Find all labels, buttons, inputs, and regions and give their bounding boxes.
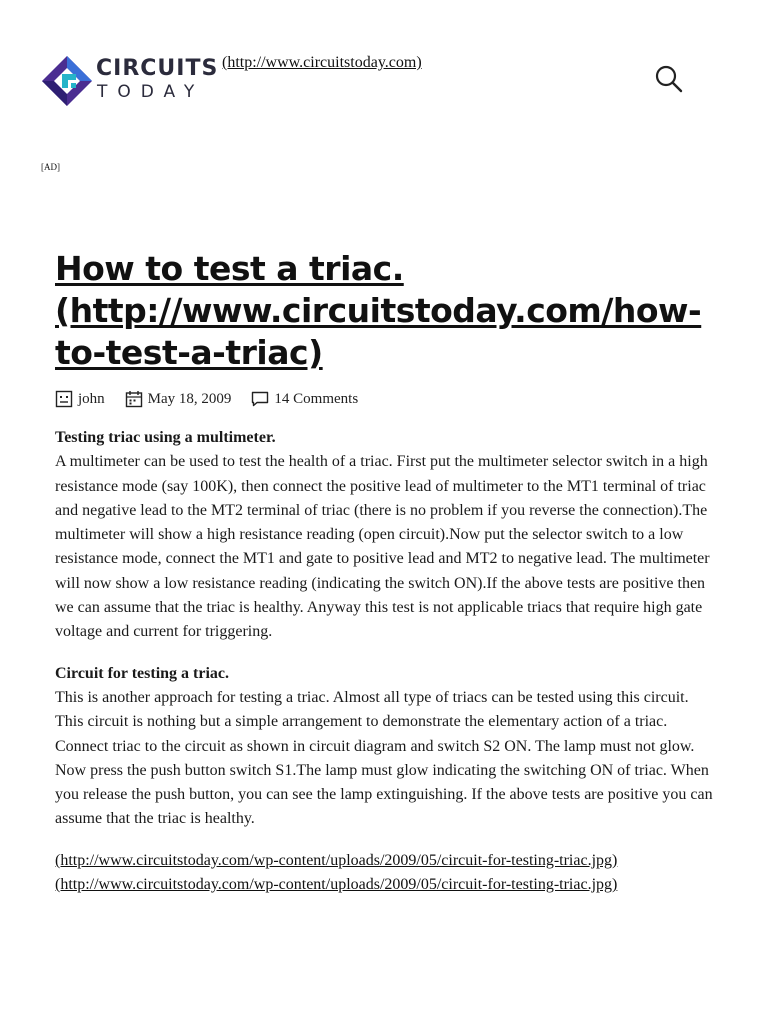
author-link[interactable]: john: [78, 390, 105, 407]
search-icon: [654, 64, 684, 94]
circuits-today-logo-icon: [40, 54, 94, 108]
site-header: [0, 0, 768, 130]
image-link[interactable]: (http://www.circuitstoday.com/wp-content/uploads/2009/05/circuit-for-testing-triac.jpg): [55, 851, 618, 869]
calendar-icon: [125, 390, 143, 408]
image-link[interactable]: (http://www.circuitstoday.com/wp-content/uploads/2009/05/circuit-for-testing-triac.jpg): [55, 876, 618, 894]
meta-author: [55, 390, 105, 408]
site-logo[interactable]: [40, 54, 219, 108]
home-link[interactable]: (http://www.circuitstoday.com): [222, 54, 422, 71]
author-icon: [55, 390, 73, 408]
comments-link[interactable]: 14 Comments: [274, 390, 359, 407]
ad-label: [AD]: [41, 162, 60, 172]
section-circuit: [55, 662, 715, 832]
image-links: [55, 849, 715, 898]
logo-text-circuits: CIRCUITS: [96, 56, 219, 81]
article-content: [55, 426, 715, 897]
meta-date: [125, 390, 232, 408]
article-meta: [55, 386, 715, 412]
section-heading: Circuit for testing a triac.: [55, 664, 230, 682]
comment-icon: [251, 390, 269, 408]
section-multimeter: [55, 426, 715, 645]
article-title-link[interactable]: How to test a triac. (http://www.circuitstoday.com/how-to-test-a-triac): [55, 249, 702, 372]
date-link[interactable]: May 18, 2009: [147, 390, 232, 407]
section-heading: Testing triac using a multimeter.: [55, 429, 276, 446]
logo-text-today: TODAY: [97, 82, 205, 102]
meta-comments: [251, 390, 358, 408]
article: [55, 248, 715, 897]
article-title: [55, 248, 715, 374]
search-button[interactable]: [654, 64, 684, 94]
section-body: A multimeter can be used to test the health of a triac. First put the multimeter selector switch in a high resistance mode (say 100K), then connect the positive lead of multimeter to the MT1 terminal of triac and negative lead to the MT2 terminal of triac (there is no problem if you reverse the connection).The multimeter will show a high resistance reading (open circuit).Now put the selector switch to a low resistance mode, connect the MT1 and gate to positive lead and MT2 to negative lead. The multimeter will now show a low resistance reading (indicating the switch ON).If the above tests are positive then we can assume that the triac is healthy. Anyway this test is not applicable triacs that require high gate voltage and current for triggering.: [55, 453, 710, 641]
section-body: This is another approach for testing a triac. Almost all type of triacs can be tested using this circuit. This circuit is nothing but a simple arrangement to demonstrate the elementary action of a triac. Connect triac to the circuit as shown in circuit diagram and switch S2 ON. The lamp must not glow. Now press the push button switch S1.The lamp must glow indicating the switching ON of triac. When you release the push button, you can see the lamp extinguishing. If the above tests are positive you can assume that the triac is healthy.: [55, 688, 713, 828]
